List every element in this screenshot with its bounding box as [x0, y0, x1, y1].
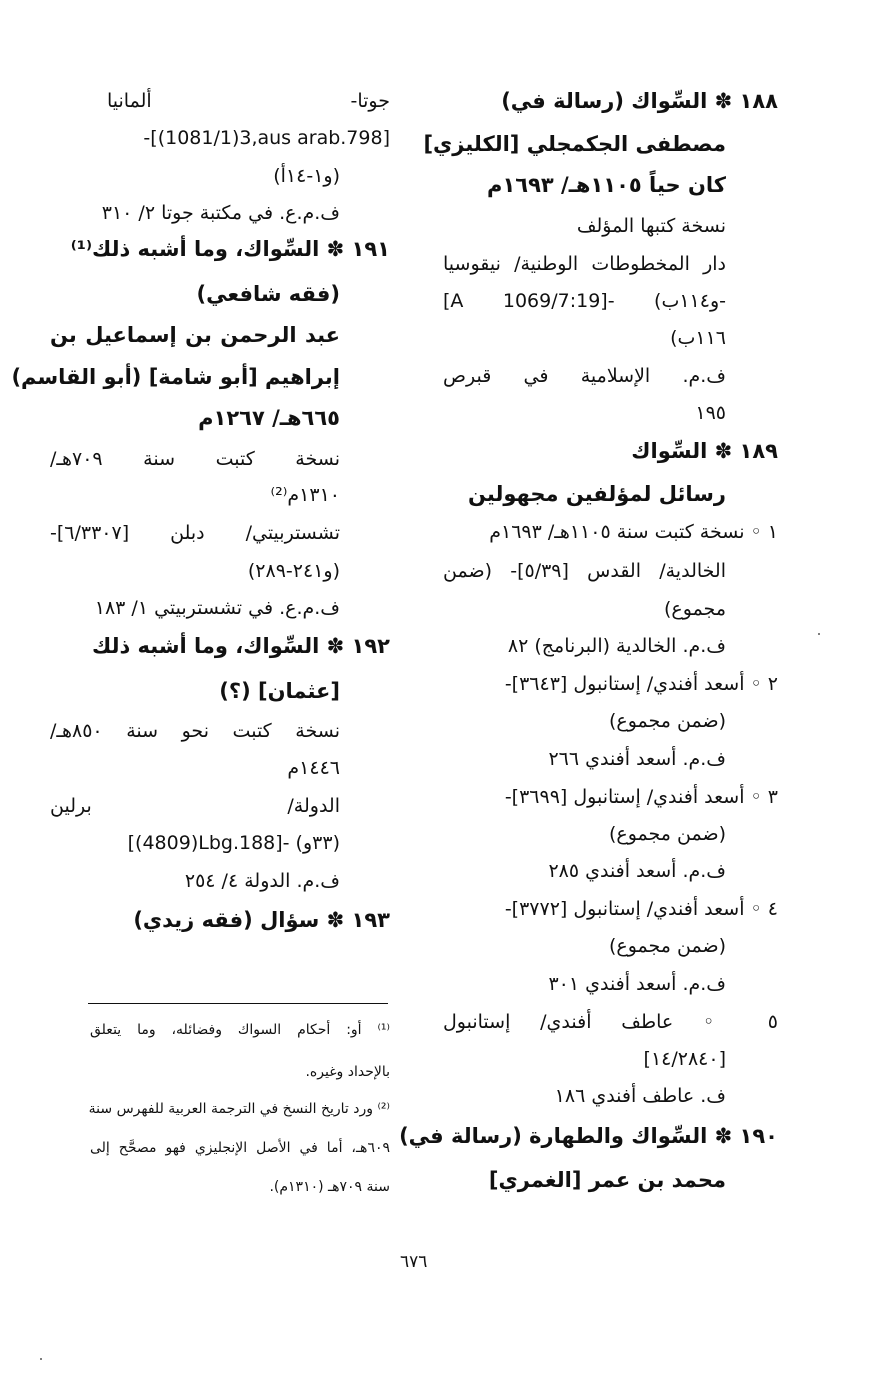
entry-189-author: رسائل لمؤلفين مجهولين [468, 482, 726, 506]
entry-192-author: [عثمان] (؟) [219, 679, 340, 703]
entry-188-dates: كان حياً ١١٠٥هـ/ ١٦٩٣م [487, 173, 726, 197]
entry-191-copy-date: ١٣١٠م⁽²⁾ [270, 484, 340, 506]
scan-speck [40, 1358, 42, 1360]
entry-192-copy-date: ١٤٤٦م [287, 757, 340, 779]
entry-189-copy-5-shelfmark: [١٤/٢٨٤٠] [643, 1048, 726, 1070]
entry-188-catalog-page: ١٩٥ [695, 402, 726, 424]
entry-191-title: ١٩١ ✽ السِّواك، وما أشبه ذلك⁽¹⁾ [70, 237, 390, 261]
entry-188-catalog: ف.م. الإسلامية في قبرص [443, 365, 726, 387]
entry-191-catalog: ف.م.ع. في تشستربيتي ١/ ١٨٣ [94, 597, 340, 619]
entry-191-author-2: إبراهيم [أبو شامة] (أبو القاسم) [11, 365, 340, 389]
gotha-library: جوتا- ألمانيا [107, 90, 390, 112]
entry-189-copy-5: ٥ ◦ عاطف أفندي/ إستانبول [443, 1011, 778, 1033]
entry-189-copy-2-catalog: ف.م. أسعد أفندي ٢٦٦ [548, 748, 726, 770]
entry-192-library: الدولة/ برلين [50, 795, 340, 817]
entry-189-copy-1-catalog: ف.م. الخالدية (البرنامج) ٨٢ [507, 635, 726, 657]
gotha-folios: (و١-١٤أ) [273, 165, 340, 187]
entry-188-copy: نسخة كتبها المؤلف [576, 215, 726, 237]
entry-189-copy-2: ٢ ◦ أسعد أفندي/ إستانبول [٣٦٤٣]- [504, 673, 778, 695]
page-number: ٦٧٦ [400, 1252, 428, 1272]
entry-189-copy-4-note: (ضمن مجموع) [608, 935, 726, 957]
entry-189-copy-1-library: الخالدية/ القدس [٥/٣٩]- (ضمن [443, 560, 726, 582]
scan-speck [818, 633, 820, 635]
entry-191-library: تشستربيتي/ دبلن [٦/٣٣٠٧]- [50, 522, 340, 544]
entry-189-copy-2-note: (ضمن مجموع) [608, 710, 726, 732]
entry-189-copy-3: ٣ ◦ أسعد أفندي/ إستانبول [٣٦٩٩]- [504, 786, 778, 808]
gotha-catalog: ف.م.ع. في مكتبة جوتا ٢/ ٣١٠ [101, 202, 340, 224]
entry-191-dates: ٦٦٥هـ/ ١٢٦٧م [198, 406, 340, 430]
entry-189-copy-4: ٤ ◦ أسعد أفندي/ إستانبول [٣٧٧٢]- [504, 898, 778, 920]
entry-191-folios: (و٢٤١-٢٨٩) [247, 560, 340, 582]
entry-192-title: ١٩٢ ✽ السِّواك، وما أشبه ذلك [92, 634, 390, 658]
entry-189-copy-5-catalog: ف. عاطف أفندي ١٨٦ [554, 1085, 726, 1107]
entry-190-author: محمد بن عمر [الغمري] [488, 1168, 726, 1192]
entry-189-copy-3-note: (ضمن مجموع) [608, 823, 726, 845]
entry-189-copy-1-note: مجموع) [664, 598, 726, 620]
entry-189-title: ١٨٩ ✽ السِّواك [631, 439, 778, 463]
entry-192-copy: نسخة كتبت نحو سنة ٨٥٠هـ/ [50, 720, 340, 742]
entry-188-folios: ١١٦ب) [670, 327, 726, 349]
entry-190-title: ١٩٠ ✽ السِّواك والطهارة (رسالة في) [399, 1124, 778, 1148]
footnote-2: ⁽²⁾ ورد تاريخ النسخ في الترجمة العربية للفهرس سنة [88, 1101, 390, 1117]
entry-191-author-1: عبد الرحمن بن إسماعيل بن [50, 323, 340, 347]
footnote-2-cont: ٦٠٩هـ، أما في الأصل الإنجليزي فهو مصحَّح إلى [90, 1140, 390, 1156]
entry-188-title: ١٨٨ ✽ السِّواك (رسالة في) [501, 89, 778, 113]
footnote-1-cont: بالإحداد وغيره. [305, 1064, 390, 1080]
footnote-1: ⁽¹⁾ أو: أحكام السواك وفضائله، وما يتعلق [90, 1022, 390, 1038]
footnote-rule [88, 1003, 388, 1004]
entry-191-copy: نسخة كتبت سنة ٧٠٩هـ/ [50, 448, 340, 470]
footnote-2-end: سنة ٧٠٩هـ (١٣١٠م). [269, 1179, 390, 1195]
entry-192-catalog: ف.م. الدولة ٤/ ٢٥٤ [184, 870, 340, 892]
entry-188-library: دار المخطوطات الوطنية/ نيقوسيا [443, 253, 726, 275]
entry-192-shelfmark: [(4809)Lbg.188]- (٣٣و) [127, 832, 340, 854]
gotha-shelfmark: -[(1081/1)3,aus arab.798] [143, 127, 390, 149]
entry-189-copy-4-catalog: ف.م. أسعد أفندي ٣٠١ [548, 973, 726, 995]
entry-188-shelfmark: [A 1069/7:19]- (و١١٤ب- [443, 290, 726, 312]
entry-193-title: ١٩٣ ✽ سؤال (فقه زيدي) [133, 908, 390, 932]
entry-189-copy-3-catalog: ف.م. أسعد أفندي ٢٨٥ [548, 860, 726, 882]
entry-189-copy-1: ١ ◦ نسخة كتبت سنة ١١٠٥هـ/ ١٦٩٣م [489, 521, 778, 543]
entry-191-subject: (فقه شافعي) [196, 282, 340, 306]
entry-188-author: مصطفى الجكمجلي [الكليزي] [423, 132, 726, 156]
